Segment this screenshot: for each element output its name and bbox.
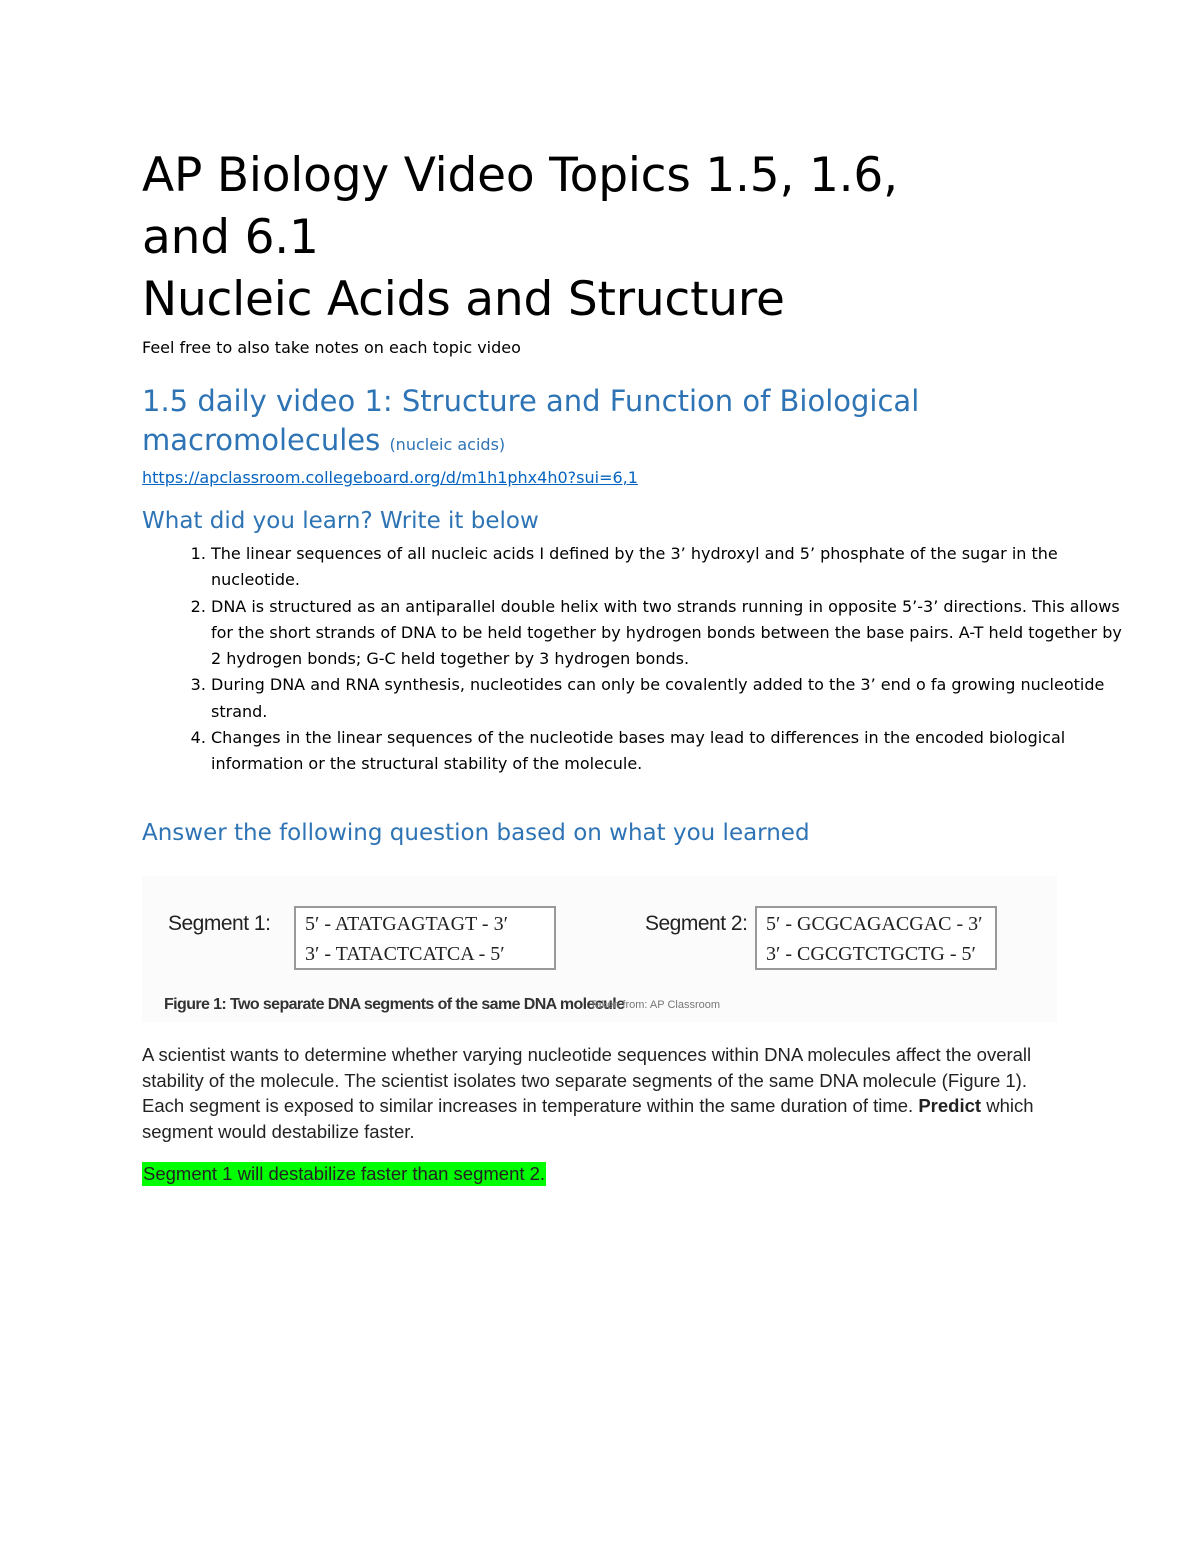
subtitle-note: Feel free to also take notes on each topic video	[142, 338, 521, 357]
notes-list	[142, 541, 1126, 778]
segment-1-label: Segment 1:	[168, 912, 271, 935]
segment-1-box	[294, 906, 556, 970]
segment-1-top-strand: 5′ - ATATGAGTAGT - 3′	[305, 913, 508, 935]
figure-dna-segments	[142, 876, 1057, 1022]
section-heading-text: 1.5 daily video 1: Structure and Function of Biological macromolecules	[142, 384, 920, 457]
segment-2-bottom-strand: 3′ - CGCGTCTGCTG - 5′	[766, 943, 976, 965]
list-item: 4. Changes in the linear sequences of the nucleotide bases may lead to differences in the encoded biological information or the structural stability of the molecule.	[211, 725, 1126, 778]
segment-1-bottom-strand: 3′ - TATACTCATCA - 5′	[305, 943, 505, 965]
segment-2-label: Segment 2:	[645, 912, 748, 935]
title-line-1: AP Biology Video Topics 1.5, 1.6,	[142, 148, 898, 203]
list-item: 3. During DNA and RNA synthesis, nucleotides can only be covalently added to the 3’ end o fa growing nucleotide strand.	[211, 672, 1126, 725]
learned-heading: What did you learn? Write it below	[142, 508, 539, 534]
video-link[interactable]: https://apclassroom.collegeboard.org/d/m1h1phx4h0?sui=6,1	[142, 468, 638, 487]
list-item: 1. The linear sequences of all nucleic acids I defined by the 3’ hydroxyl and 5’ phosphate of the sugar in the nucleotide.	[211, 541, 1126, 594]
answer-heading: Answer the following question based on what you learned	[142, 820, 810, 846]
figure-source: Taken from: AP Classroom	[590, 999, 721, 1011]
question-bold-word: Predict	[918, 1095, 982, 1116]
document-title	[142, 145, 1062, 331]
section-heading-small: (nucleic acids)	[389, 435, 506, 454]
question-paragraph	[142, 1042, 1057, 1144]
figure-caption: Figure 1: Two separate DNA segments of the same DNA molecule	[164, 996, 625, 1013]
title-line-3: Nucleic Acids and Structure	[142, 272, 785, 327]
question-text-before: A scientist wants to determine whether varying nucleotide sequences within DNA molecules affect the overall stability of the molecule. The scientist isolates two separate segments of the same DNA molecule (Figure 1). Each segment is exposed to similar increases in temperature within the same duration of time.	[142, 1044, 1032, 1116]
highlighted-answer: Segment 1 will destabilize faster than segment 2.	[143, 1163, 546, 1184]
segment-2-top-strand: 5′ - GCGCAGACGAC - 3′	[766, 913, 983, 935]
section-heading-video	[142, 382, 1042, 464]
list-item: 2. DNA is structured as an antiparallel double helix with two strands running in opposite 5’-3’ directions. This allows for the short strands of DNA to be held together by hydrogen bonds between the base pairs. A-T held together by 2 hydrogen bonds; G-C held together by 3 hydrogen bonds.	[211, 594, 1126, 673]
title-line-2: and 6.1	[142, 210, 319, 265]
question-text-after: which segment would destabilize faster.	[142, 1095, 1034, 1142]
segment-2-box	[755, 906, 997, 970]
